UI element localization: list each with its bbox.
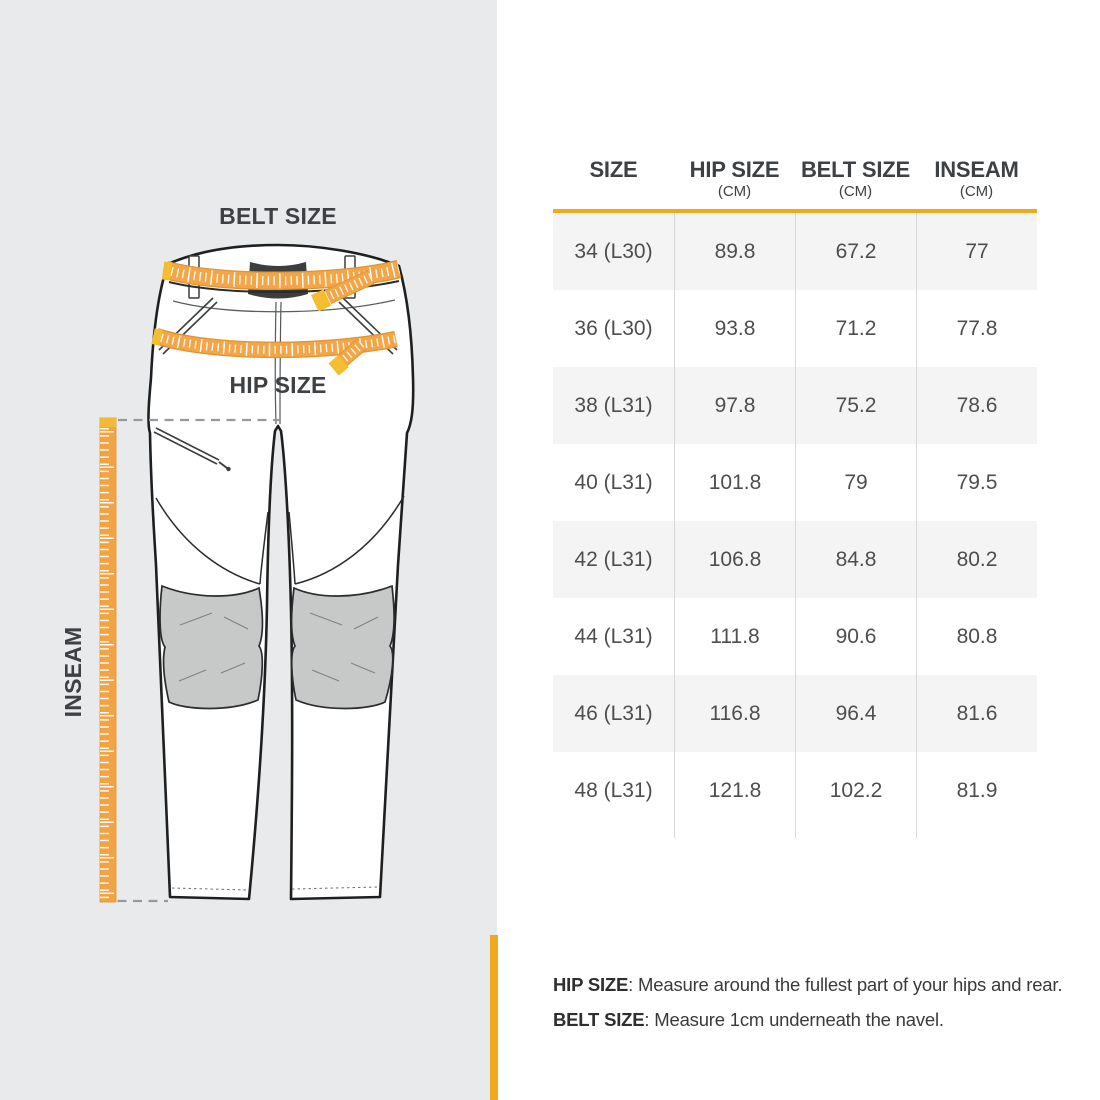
table-cell: 79 — [795, 444, 916, 521]
belt-size-label: BELT SIZE — [219, 203, 337, 229]
table-cell: 48 (L31) — [574, 779, 653, 802]
table-row — [553, 752, 1037, 829]
table-cell: 36 (L30) — [574, 317, 653, 340]
column-header-unit: (CM) — [838, 183, 873, 200]
pants-rear-view-illustration — [0, 0, 497, 1100]
column-header-unit: (CM) — [959, 183, 994, 200]
table-cell: 44 (L31) — [574, 625, 653, 648]
table-cell-spacer — [916, 829, 1037, 838]
column-header-label: SIZE — [589, 157, 638, 182]
table-cell: 42 (L31) — [574, 548, 653, 571]
table-cell: 79.5 — [916, 444, 1037, 521]
table-row — [553, 521, 1037, 598]
table-cell: 116.8 — [674, 675, 795, 752]
table-cell-spacer — [674, 829, 795, 838]
table-divider-tail — [553, 829, 1037, 838]
table-cell: 77 — [916, 213, 1037, 290]
measurement-notes — [553, 967, 1098, 1037]
column-header-label: HIP SIZE — [689, 157, 780, 182]
column-header-label: INSEAM — [934, 157, 1019, 182]
table-row — [553, 598, 1037, 675]
column-header-belt-size — [795, 158, 916, 200]
table-cell: 101.8 — [674, 444, 795, 521]
column-header-inseam — [916, 158, 1037, 200]
column-header-unit — [553, 184, 674, 200]
table-cell: 38 (L31) — [574, 394, 653, 417]
column-header-hip-size — [674, 158, 795, 200]
table-cell: 67.2 — [795, 213, 916, 290]
inseam-label: INSEAM — [60, 626, 86, 718]
table-row — [553, 675, 1037, 752]
inseam-ruler — [100, 418, 116, 902]
table-cell: 96.4 — [795, 675, 916, 752]
table-cell: 78.6 — [916, 367, 1037, 444]
hip-size-note-text: : Measure around the fullest part of your hips and rear. — [628, 974, 1063, 995]
table-cell: 81.9 — [916, 752, 1037, 829]
column-header-unit: (CM) — [717, 183, 752, 200]
table-cell: 89.8 — [674, 213, 795, 290]
table-row — [553, 290, 1037, 367]
table-cell: 46 (L31) — [574, 702, 653, 725]
table-cell: 71.2 — [795, 290, 916, 367]
knee-patch-left — [160, 586, 262, 709]
table-cell: 111.8 — [674, 598, 795, 675]
table-cell: 97.8 — [674, 367, 795, 444]
column-header-label: BELT SIZE — [800, 157, 911, 182]
table-cell: 34 (L30) — [574, 240, 653, 263]
size-table — [553, 158, 1037, 838]
table-cell: 93.8 — [674, 290, 795, 367]
hip-size-note — [553, 967, 1098, 1002]
illustration-panel — [0, 0, 497, 1100]
knee-patch-right — [292, 586, 395, 709]
table-cell: 90.6 — [795, 598, 916, 675]
belt-size-note-term: BELT SIZE — [553, 1009, 645, 1030]
table-cell: 102.2 — [795, 752, 916, 829]
table-cell-spacer — [795, 829, 916, 838]
accent-bar — [490, 935, 498, 1100]
table-cell: 75.2 — [795, 367, 916, 444]
table-cell: 80.8 — [916, 598, 1037, 675]
table-cell: 77.8 — [916, 290, 1037, 367]
table-row — [553, 213, 1037, 290]
hip-size-label: HIP SIZE — [229, 372, 327, 398]
table-cell: 121.8 — [674, 752, 795, 829]
column-header-size — [553, 158, 674, 200]
belt-size-note — [553, 1002, 1098, 1037]
table-cell: 40 (L31) — [574, 471, 653, 494]
table-cell: 84.8 — [795, 521, 916, 598]
hip-size-note-term: HIP SIZE — [553, 974, 629, 995]
table-cell: 81.6 — [916, 675, 1037, 752]
table-row — [553, 444, 1037, 521]
table-cell: 80.2 — [916, 521, 1037, 598]
table-row — [553, 367, 1037, 444]
table-cell: 106.8 — [674, 521, 795, 598]
table-header-row — [553, 158, 1037, 200]
table-cell-spacer — [553, 829, 674, 838]
belt-size-note-text: : Measure 1cm underneath the navel. — [644, 1009, 944, 1030]
